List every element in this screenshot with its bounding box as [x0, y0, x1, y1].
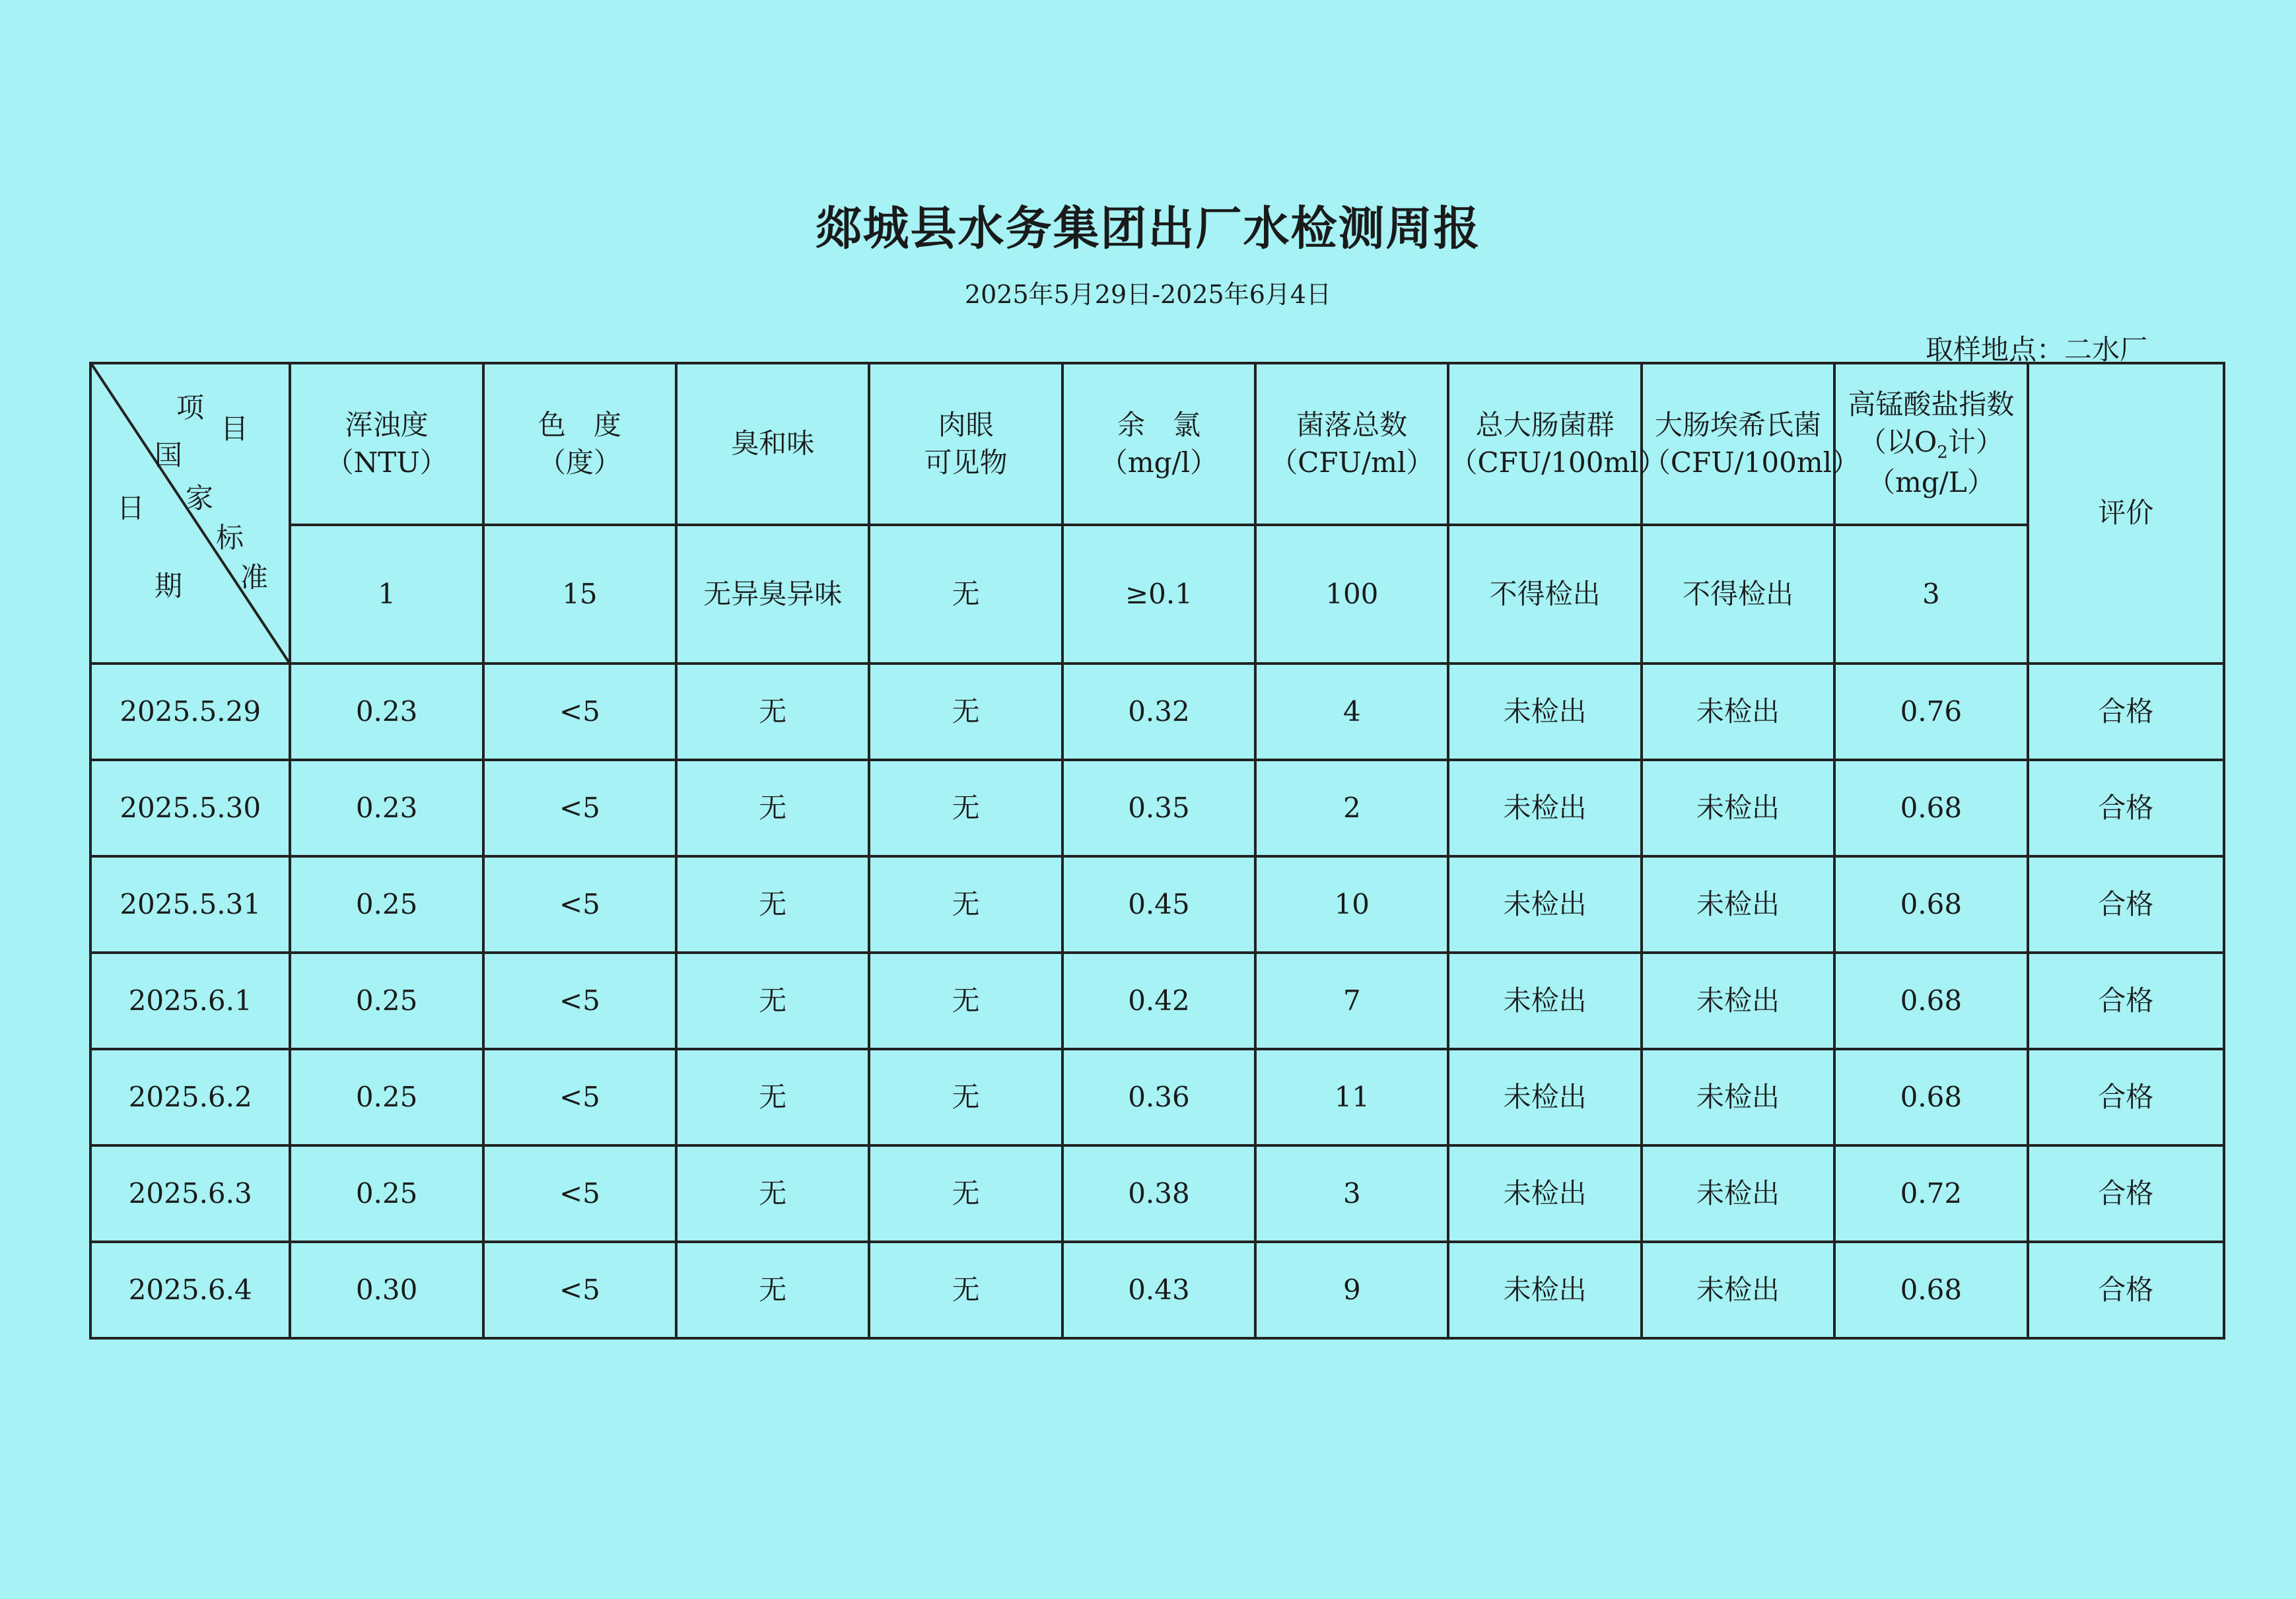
- coliform-cell: 未检出: [1448, 953, 1641, 1049]
- chlorine-cell: 0.35: [1062, 760, 1255, 856]
- date-cell: 2025.6.2: [90, 1049, 290, 1145]
- col-header-coliforms: 总大肠菌群 （CFU/100ml）: [1448, 363, 1641, 525]
- visible-matter-cell: 无: [869, 760, 1062, 856]
- odor-cell: 无: [676, 663, 869, 760]
- standard-value: 3: [1834, 525, 2027, 663]
- turbidity-cell: 0.25: [290, 856, 483, 953]
- date-cell: 2025.5.30: [90, 760, 290, 856]
- table-row: [90, 663, 2224, 760]
- ecoli-cell: 未检出: [1642, 856, 1834, 953]
- colony-cell: 4: [1255, 663, 1448, 760]
- date-cell: 2025.6.1: [90, 953, 290, 1049]
- color-cell: <5: [483, 856, 676, 953]
- col-header-evaluation: 评价: [2028, 363, 2224, 663]
- corner-std-1: 国: [155, 439, 183, 471]
- turbidity-cell: 0.25: [290, 1049, 483, 1145]
- date-cell: 2025.5.29: [90, 663, 290, 760]
- corner-item-1: 项: [176, 391, 205, 424]
- permanganate-cell: 0.68: [1834, 760, 2027, 856]
- table-row: [90, 1049, 2224, 1145]
- chlorine-cell: 0.32: [1062, 663, 1255, 760]
- color-cell: <5: [483, 663, 676, 760]
- date-range: 2025年5月29日-2025年6月4日: [964, 280, 1332, 309]
- date-cell: 2025.6.3: [90, 1145, 290, 1242]
- visible-matter-cell: 无: [869, 663, 1062, 760]
- water-quality-table: [89, 362, 2225, 1340]
- corner-date-1: 日: [117, 492, 145, 524]
- turbidity-cell: 0.25: [290, 1145, 483, 1242]
- table-row: [90, 856, 2224, 953]
- turbidity-cell: 0.23: [290, 663, 483, 760]
- evaluation-cell: 合格: [2028, 953, 2224, 1049]
- chlorine-cell: 0.45: [1062, 856, 1255, 953]
- evaluation-cell: 合格: [2028, 760, 2224, 856]
- coliform-cell: 未检出: [1448, 1242, 1641, 1338]
- odor-cell: 无: [676, 1242, 869, 1338]
- corner-std-4: 准: [240, 561, 269, 594]
- turbidity-cell: 0.25: [290, 953, 483, 1049]
- colony-cell: 11: [1255, 1049, 1448, 1145]
- col-header-permanganate: 高锰酸盐指数 （以$O_2$计） （mg/L）: [1834, 363, 2027, 525]
- color-cell: <5: [483, 1242, 676, 1338]
- standard-value: 无: [869, 525, 1062, 663]
- corner-date-2: 期: [155, 570, 183, 602]
- turbidity-cell: 0.30: [290, 1242, 483, 1338]
- corner-std-2: 家: [186, 482, 214, 514]
- coliform-cell: 未检出: [1448, 1049, 1641, 1145]
- colony-cell: 9: [1255, 1242, 1448, 1338]
- corner-item-2: 目: [221, 413, 249, 445]
- permanganate-cell: 0.68: [1834, 856, 2027, 953]
- permanganate-cell: 0.76: [1834, 663, 2027, 760]
- sampling-location: 取样地点：二水厂: [1925, 333, 2147, 366]
- visible-matter-cell: 无: [869, 1049, 1062, 1145]
- standard-value: 15: [483, 525, 676, 663]
- evaluation-cell: 合格: [2028, 663, 2224, 760]
- color-cell: <5: [483, 1049, 676, 1145]
- col-header-visible-matter: 肉眼 可见物: [869, 363, 1062, 525]
- colony-cell: 7: [1255, 953, 1448, 1049]
- standard-value: ≥0.1: [1062, 525, 1255, 663]
- header-row: [90, 363, 2224, 525]
- coliform-cell: 未检出: [1448, 760, 1641, 856]
- chlorine-cell: 0.43: [1062, 1242, 1255, 1338]
- visible-matter-cell: 无: [869, 1145, 1062, 1242]
- odor-cell: 无: [676, 1145, 869, 1242]
- permanganate-cell: 0.68: [1834, 953, 2027, 1049]
- evaluation-cell: 合格: [2028, 1242, 2224, 1338]
- colony-cell: 2: [1255, 760, 1448, 856]
- color-cell: <5: [483, 1145, 676, 1242]
- standard-value: 不得检出: [1642, 525, 1834, 663]
- coliform-cell: 未检出: [1448, 663, 1641, 760]
- turbidity-cell: 0.23: [290, 760, 483, 856]
- col-header-ecoli: 大肠埃希氏菌 （CFU/100ml）: [1642, 363, 1834, 525]
- coliform-cell: 未检出: [1448, 1145, 1641, 1242]
- odor-cell: 无: [676, 856, 869, 953]
- col-header-odor: 臭和味: [676, 363, 869, 525]
- report-title: 郯城县水务集团出厂水检测周报: [815, 201, 1481, 255]
- date-cell: 2025.5.31: [90, 856, 290, 953]
- col-header-turbidity: 浑浊度 （NTU）: [290, 363, 483, 525]
- chlorine-cell: 0.38: [1062, 1145, 1255, 1242]
- visible-matter-cell: 无: [869, 953, 1062, 1049]
- visible-matter-cell: 无: [869, 1242, 1062, 1338]
- ecoli-cell: 未检出: [1642, 760, 1834, 856]
- table-row: [90, 953, 2224, 1049]
- ecoli-cell: 未检出: [1642, 1145, 1834, 1242]
- standard-row: [90, 525, 2224, 663]
- col-header-residual-chlorine: 余 氯 （mg/l）: [1062, 363, 1255, 525]
- col-header-colony-count: 菌落总数 （CFU/ml）: [1255, 363, 1448, 525]
- color-cell: <5: [483, 953, 676, 1049]
- table-row: [90, 760, 2224, 856]
- odor-cell: 无: [676, 953, 869, 1049]
- standard-value: 100: [1255, 525, 1448, 663]
- permanganate-cell: 0.68: [1834, 1242, 2027, 1338]
- coliform-cell: 未检出: [1448, 856, 1641, 953]
- chlorine-cell: 0.42: [1062, 953, 1255, 1049]
- color-cell: <5: [483, 760, 676, 856]
- table-row: [90, 1242, 2224, 1338]
- col-header-color: 色 度 （度）: [483, 363, 676, 525]
- ecoli-cell: 未检出: [1642, 953, 1834, 1049]
- chlorine-cell: 0.36: [1062, 1049, 1255, 1145]
- standard-value: 不得检出: [1448, 525, 1641, 663]
- colony-cell: 3: [1255, 1145, 1448, 1242]
- standard-value: 无异臭异味: [676, 525, 869, 663]
- standard-value: 1: [290, 525, 483, 663]
- table-body: [90, 663, 2224, 1338]
- ecoli-cell: 未检出: [1642, 663, 1834, 760]
- evaluation-cell: 合格: [2028, 1145, 2224, 1242]
- visible-matter-cell: 无: [869, 856, 1062, 953]
- colony-cell: 10: [1255, 856, 1448, 953]
- ecoli-cell: 未检出: [1642, 1242, 1834, 1338]
- corner-std-3: 标: [216, 522, 244, 554]
- evaluation-cell: 合格: [2028, 856, 2224, 953]
- date-cell: 2025.6.4: [90, 1242, 290, 1338]
- ecoli-cell: 未检出: [1642, 1049, 1834, 1145]
- permanganate-cell: 0.68: [1834, 1049, 2027, 1145]
- evaluation-cell: 合格: [2028, 1049, 2224, 1145]
- odor-cell: 无: [676, 760, 869, 856]
- odor-cell: 无: [676, 1049, 869, 1145]
- corner-header-cell: [90, 363, 290, 663]
- table-row: [90, 1145, 2224, 1242]
- permanganate-cell: 0.72: [1834, 1145, 2027, 1242]
